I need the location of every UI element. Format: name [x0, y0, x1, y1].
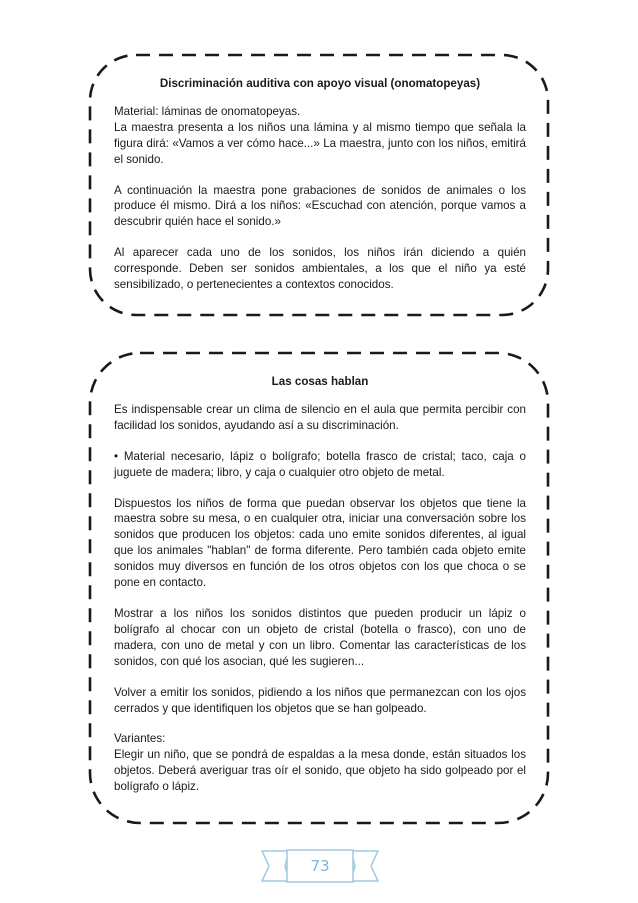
paragraph: [114, 731, 526, 795]
box-content: [114, 76, 526, 308]
box-content: [114, 374, 526, 810]
paragraph: [114, 606, 526, 670]
paragraph-line: • Material necesario, lápiz o bolígrafo; botella frasco de cristal; taco, caja o juguete de madera; libro, y caja o cualquier otro objeto de metal.: [114, 449, 526, 479]
page-number-badge: [261, 849, 379, 883]
paragraph: [114, 245, 526, 293]
paragraph-line: Elegir un niño, que se pondrá de espaldas a la mesa donde, están situados los objetos. Deberá averiguar tras oír el sonido, que objeto ha sido golpeado por el bolígrafo o lápiz.: [114, 748, 526, 794]
paragraph: [114, 449, 526, 481]
paragraph-line: Al aparecer cada uno de los sonidos, los niños irán diciendo a quién corresponde. Deben ser sonidos ambientales, a los que el niño ya esté sensibilizado, o pertenecientes a contextos conocidos.: [114, 246, 526, 292]
box-title: Las cosas hablan: [271, 375, 369, 388]
paragraph-line: Variantes:: [114, 732, 166, 746]
activity-box-onomatopeyas: [87, 52, 551, 318]
box-title: Discriminación auditiva con apoyo visual (onomatopeyas): [159, 77, 481, 90]
paragraph-line: Mostrar a los niños los sonidos distintos que pueden producir un lápiz o bolígrafo al chocar con un objeto de cristal (botella o frasco), con uno de madera, con uno de metal y con un libro. Comentar las características de los sonidos, con qué los asocian, qué les sugieren...: [114, 606, 526, 668]
paragraph-line: Dispuestos los niños de forma que puedan observar los objetos que tiene la maestra sobre su mesa, o en cualquier otra, iniciar una conversación sobre los sonidos que producen los objetos: cada uno emite sonidos diferentes, al igual que los animales "hablan" de forma diferente. Pero también cada objeto emite sonidos muy diversos en función de los otros objetos con los que choca o se pone en contacto.: [114, 496, 526, 590]
paragraph-line: La maestra presenta a los niños una lámina y al mismo tiempo que señala la figura dirá: «Vamos a ver cómo hace...» La maestra, junto con los niños, emitirá el sonido.: [114, 120, 526, 166]
paragraph-line: Material: láminas de onomatopeyas.: [114, 104, 301, 118]
page-number: 73: [310, 857, 330, 875]
paragraph: [114, 183, 526, 231]
paragraph-line: Es indispensable crear un clima de silencio en el aula que permita percibir con facilidad los sonidos, ayudando así a su discriminación.: [114, 402, 526, 432]
paragraph: [114, 104, 526, 168]
paragraph-line: A continuación la maestra pone grabaciones de sonidos de animales o los produce él mismo. Dirá a los niños: «Escuchad con atención, porque vamos a descubrir quién hace el sonido.»: [114, 183, 526, 229]
paragraph: [114, 496, 526, 591]
paragraph-line: Volver a emitir los sonidos, pidiendo a los niños que permanezcan con los ojos cerrados y que identifiquen los objetos que se han golpeado.: [114, 685, 526, 715]
paragraph: [114, 402, 526, 434]
paragraph: [114, 685, 526, 717]
activity-box-las-cosas-hablan: [87, 350, 551, 826]
